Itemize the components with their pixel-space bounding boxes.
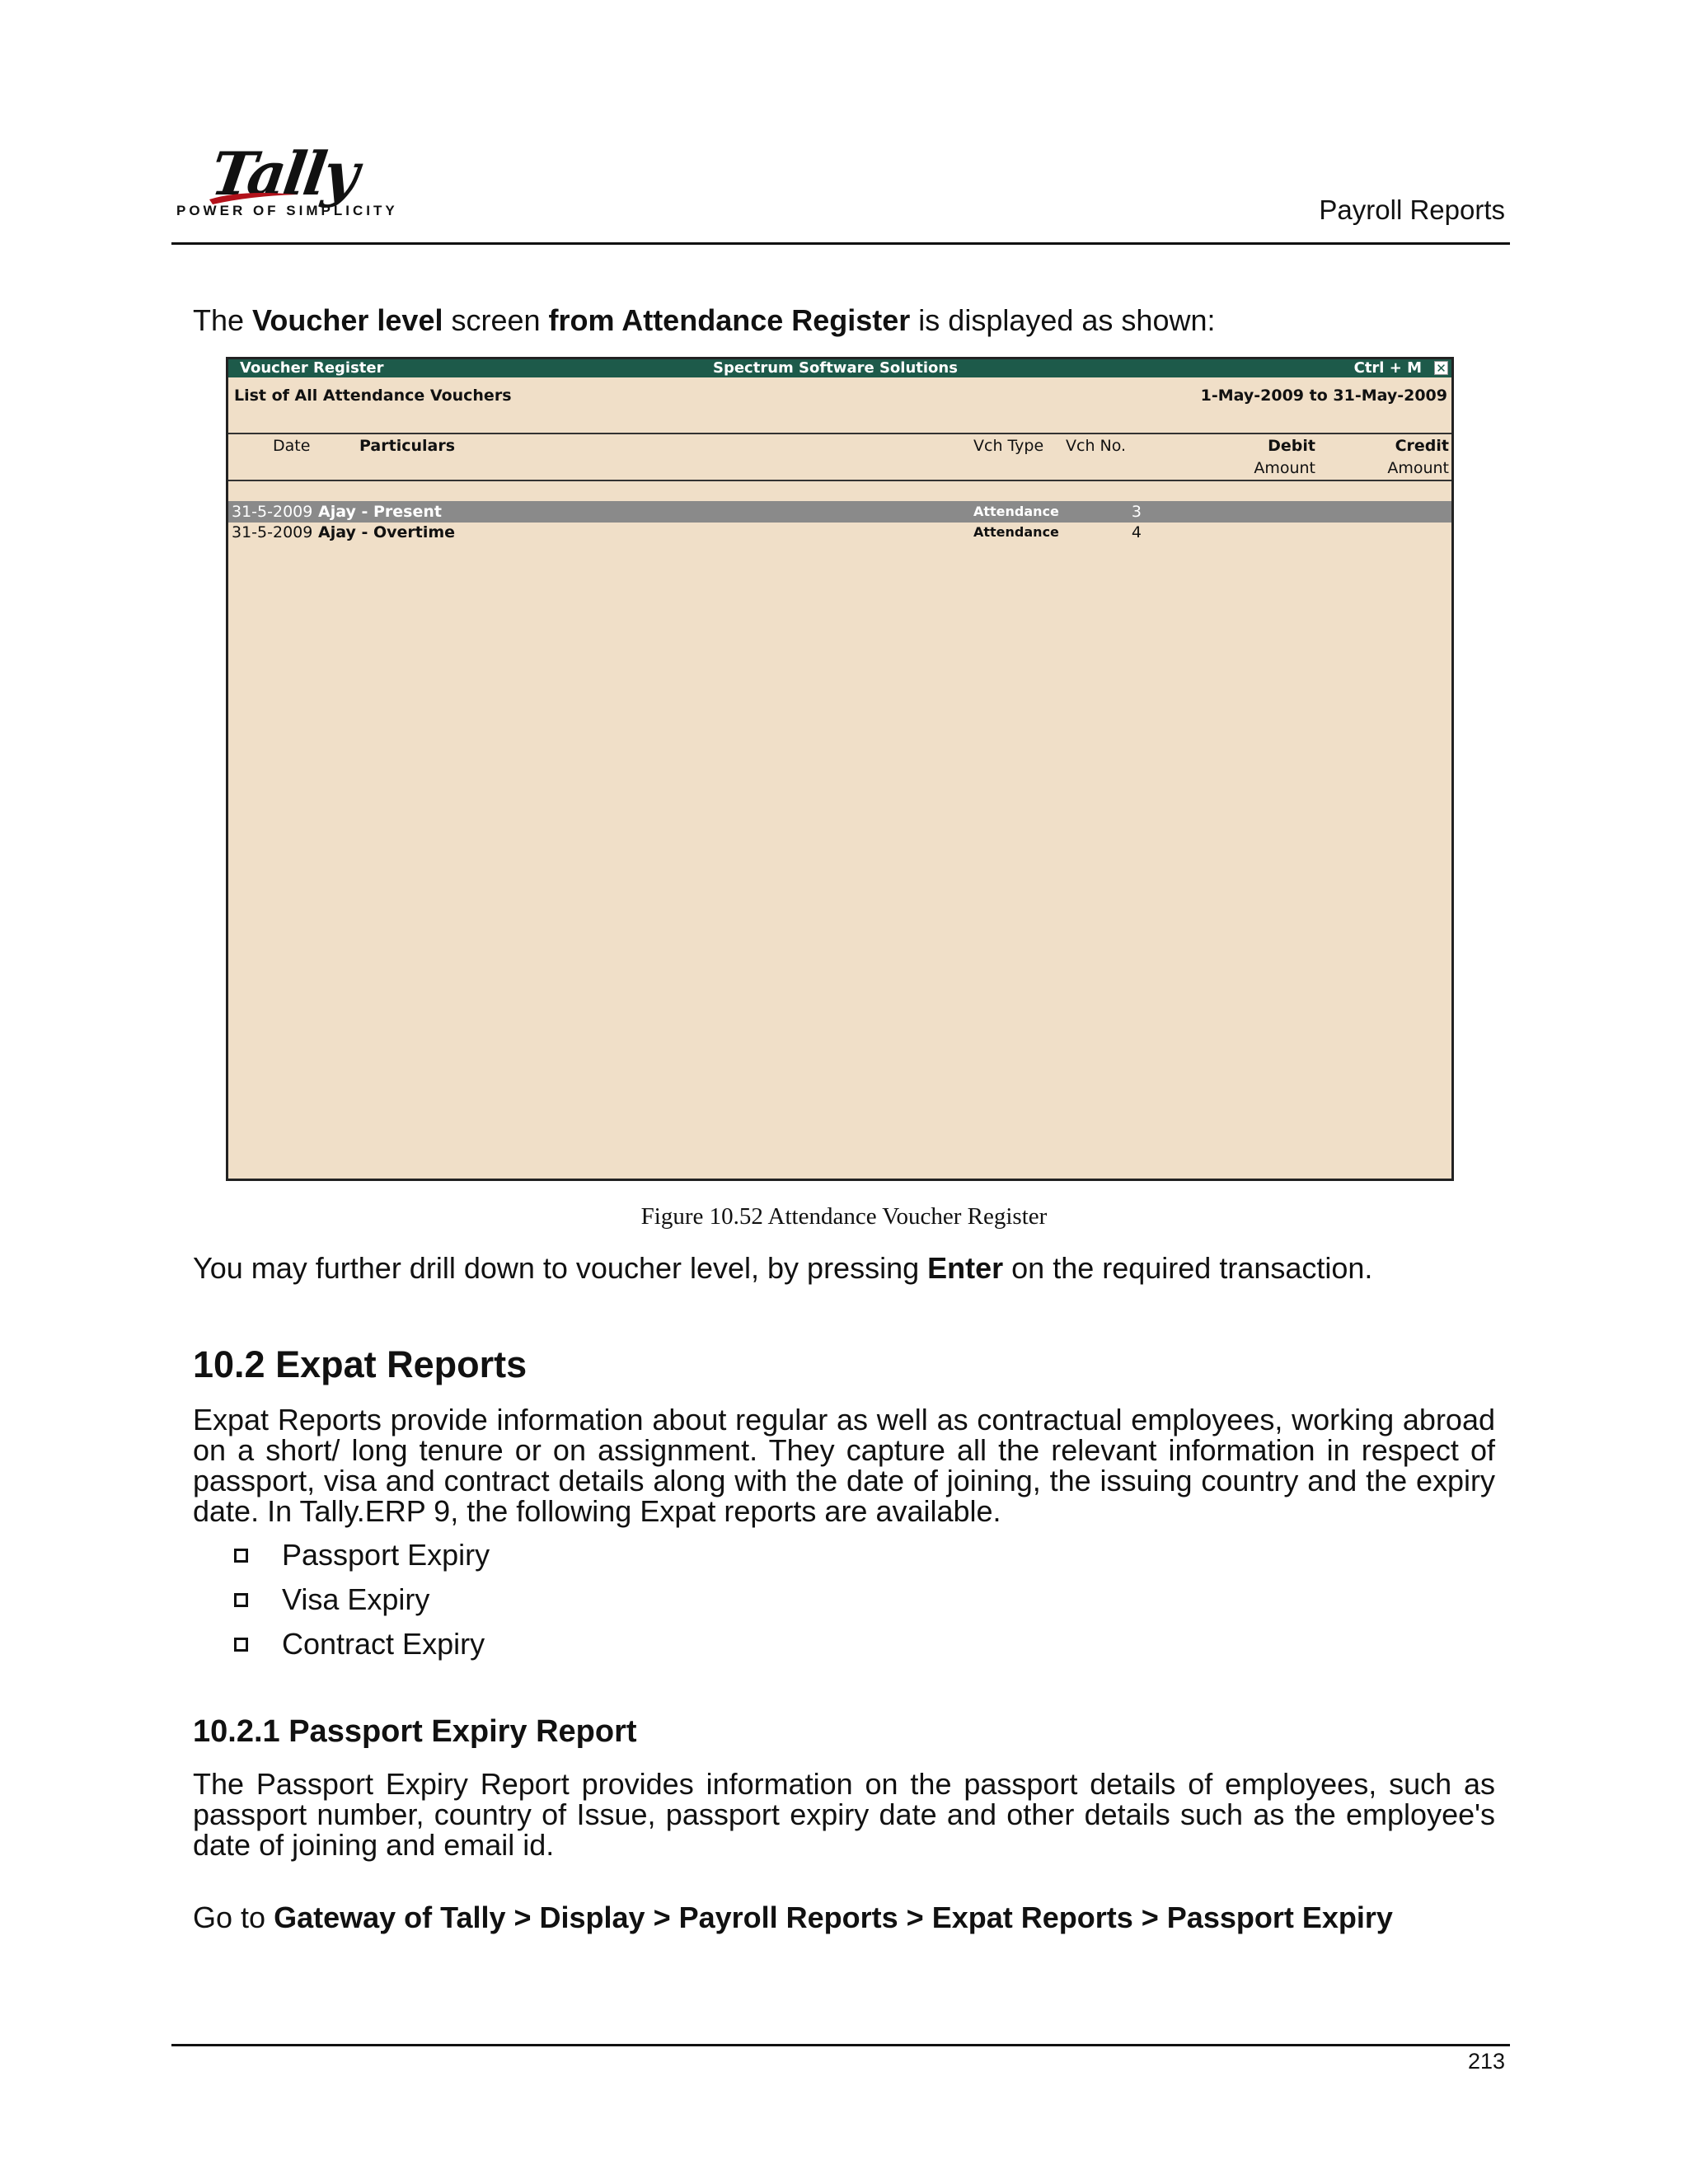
column-vch-type: Vch Type [973, 437, 1044, 455]
voucher-register-window [226, 357, 1454, 1181]
column-credit-sub: Amount [1387, 459, 1449, 477]
expat-reports-heading: 10.2 Expat Reports [193, 1343, 528, 1385]
list-item: Passport Expiry [234, 1533, 490, 1577]
drill-down-paragraph: You may further drill down to voucher level, by pressing Enter on the required transaction. [193, 1251, 1373, 1285]
logo-tagline: POWER OF SIMPLICITY [176, 203, 398, 218]
row-date: 31-5-2009 [232, 503, 313, 521]
company-name: Spectrum Software Solutions [713, 359, 958, 377]
row-vch-no: 3 [1131, 503, 1142, 521]
expat-reports-paragraph: Expat Reports provide information about regular as well as contractual employees, working abroad on a short/ long tenure or on assignment. They capture all the relevant information in respect of passport, visa and contract details along with the date of joining, the issuing country and the expiry date. In Tally.ERP 9, the following Expat reports are available. [193, 1403, 1495, 1528]
column-vch-no: Vch No. [1066, 437, 1127, 455]
row-vch-type: Attendance [973, 504, 1059, 519]
table-row[interactable] [228, 501, 1451, 523]
header-divider [171, 242, 1510, 245]
list-item: Visa Expiry [234, 1577, 490, 1622]
logo-wordmark: Tally [207, 138, 361, 209]
row-vch-no: 4 [1131, 523, 1142, 541]
shortcut-label: Ctrl + M [1353, 359, 1422, 377]
table-row[interactable] [228, 522, 1451, 543]
column-date: Date [273, 437, 311, 455]
row-date: 31-5-2009 [232, 523, 313, 541]
figure-caption: Figure 10.52 Attendance Voucher Register [640, 1203, 1048, 1230]
column-particulars: Particulars [359, 437, 456, 455]
column-header-top-rule [228, 433, 1451, 434]
intro-paragraph: The Voucher level screen from Attendance Register is displayed as shown: [193, 303, 1216, 337]
list-item: Contract Expiry [234, 1622, 490, 1666]
page-number: 213 [1467, 2049, 1505, 2074]
column-debit: Debit [1268, 437, 1315, 455]
footer-divider [171, 2044, 1510, 2046]
section-header: Payroll Reports [1319, 194, 1505, 225]
passport-expiry-paragraph: The Passport Expiry Report provides information on the passport details of employees, such as passport number, country of Issue, passport expiry date and other details such as the employee's date of joining and email id. [193, 1767, 1495, 1862]
report-title: List of All Attendance Vouchers [234, 387, 512, 405]
passport-expiry-heading: 10.2.1 Passport Expiry Report [193, 1714, 637, 1749]
window-title: Voucher Register [240, 359, 384, 377]
window-titlebar [228, 359, 1451, 377]
tally-logo [175, 138, 398, 221]
square-bullet-icon [234, 1549, 248, 1563]
close-icon[interactable]: ✕ [1434, 361, 1448, 375]
column-credit: Credit [1395, 437, 1449, 455]
column-header-bottom-rule [228, 480, 1451, 481]
square-bullet-icon [234, 1593, 248, 1607]
row-vch-type: Attendance [973, 524, 1059, 540]
report-period[interactable]: 1-May-2009 to 31-May-2009 [1200, 387, 1447, 405]
navigation-path: Go to Gateway of Tally > Display > Payroll Reports > Expat Reports > Passport Expiry [193, 1900, 1393, 1934]
row-particulars: Ajay - Overtime [318, 523, 456, 541]
column-debit-sub: Amount [1254, 459, 1315, 477]
expat-reports-list [234, 1533, 490, 1666]
row-particulars: Ajay - Present [318, 503, 442, 521]
square-bullet-icon [234, 1638, 248, 1652]
